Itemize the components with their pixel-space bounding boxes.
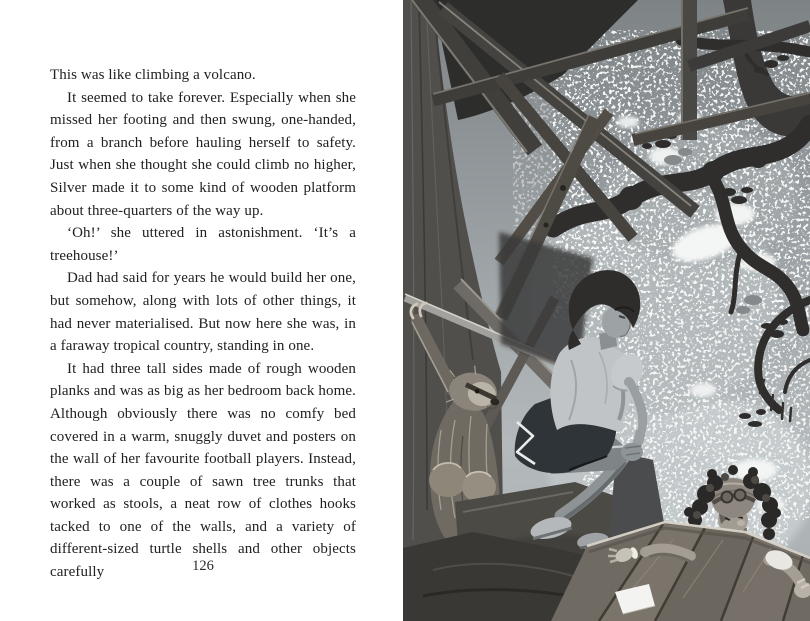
paragraph: This was like climbing a volcano. <box>50 67 256 83</box>
body-text <box>50 64 356 584</box>
treehouse-illustration <box>403 0 810 621</box>
page-number: 126 <box>192 558 214 574</box>
paragraph: It had three tall sides made of rough wooden planks and was as big as her bedroom back home. Although obviously there was no comfy bed covered in a warm, snuggly duvet and posters on the wall of her favourite football players. Instead, there was a couple of sawn tree trunks that worked as stools, a neat row of clothes hooks tacked to one of the walls, and a variety of different-sized turtle shells and other objects carefully <box>50 360 356 581</box>
right-page <box>403 0 810 621</box>
paragraph: ‘Oh!’ she uttered in astonishment. ‘It’s a treehouse!’ <box>50 225 356 264</box>
left-page <box>0 0 403 621</box>
paragraph: It seemed to take forever. Especially when she missed her footing and then swung, one-handed, from a branch before hauling herself to safety. Just when she thought she could climb no higher, Silver made it to some kind of wooden platform about three-quarters of the way up. <box>50 89 356 219</box>
paragraph: Dad had said for years he would build her one, but somehow, along with lots of other things, it had never materialised. But now here she was, in a faraway tropical country, standing in one. <box>50 270 356 355</box>
